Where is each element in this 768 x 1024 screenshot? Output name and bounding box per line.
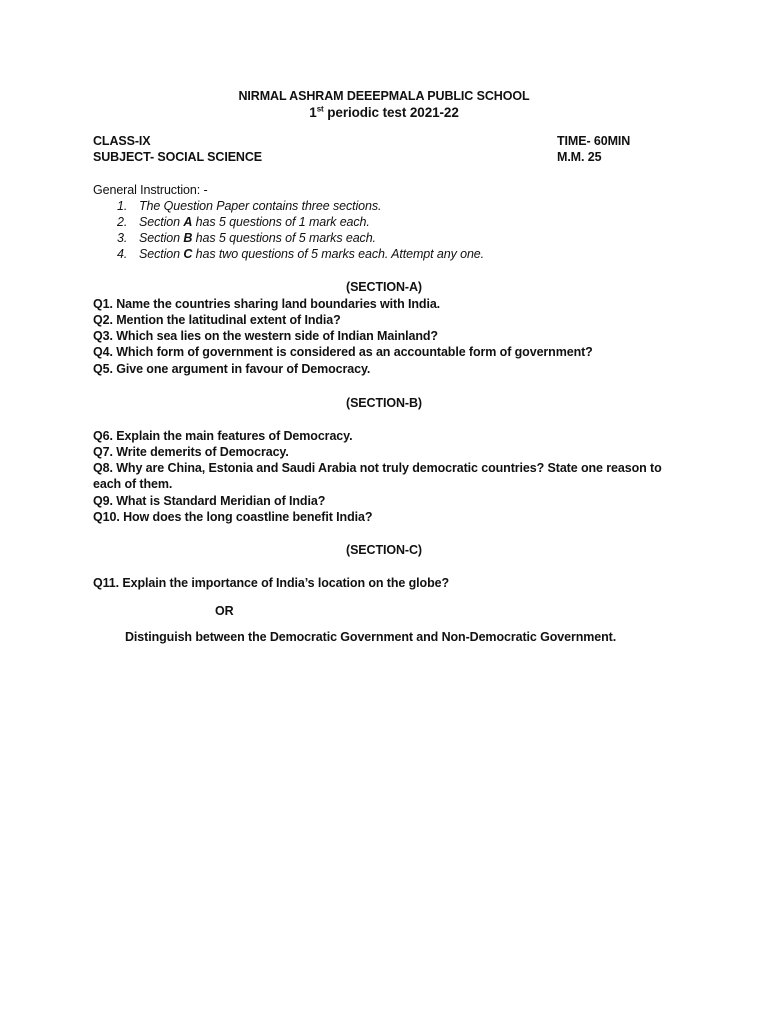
instructions-title: General Instruction: - (93, 183, 208, 197)
question-11-alternative: Distinguish between the Democratic Government and Non-Democratic Government. (125, 630, 617, 644)
test-title (0, 105, 768, 121)
test-title-sup: st (316, 104, 324, 114)
question-1: Q1. Name the countries sharing land boundaries with India. (93, 297, 441, 311)
subject-label: SUBJECT- SOCIAL SCIENCE (93, 150, 263, 164)
test-title-prefix: 1 (309, 105, 317, 120)
instruction-item: 2. Section A has 5 questions of 1 mark each. (117, 215, 370, 229)
marks-label: M.M. 25 (557, 150, 602, 164)
question-9: Q9. What is Standard Meridian of India? (93, 494, 326, 508)
or-separator: OR (215, 604, 234, 618)
instruction-item: 1. The Question Paper contains three sections. (117, 199, 382, 213)
section-a-heading: (SECTION-A) (346, 280, 422, 294)
instruction-item: 3. Section B has 5 questions of 5 marks each. (117, 231, 376, 245)
class-label: CLASS-IX (93, 134, 151, 148)
question-2: Q2. Mention the latitudinal extent of India? (93, 313, 341, 327)
school-name: NIRMAL ASHRAM DEEEPMALA PUBLIC SCHOOL (238, 89, 530, 103)
question-6: Q6. Explain the main features of Democracy. (93, 429, 353, 443)
question-8: Q8. Why are China, Estonia and Saudi Arabia not truly democratic countries? State one reason to each of them. (93, 461, 662, 491)
question-3: Q3. Which sea lies on the western side of Indian Mainland? (93, 329, 438, 343)
test-title-suffix: periodic test 2021-22 (323, 105, 459, 120)
instruction-item: 4. Section C has two questions of 5 marks each. Attempt any one. (117, 247, 485, 261)
question-11: Q11. Explain the importance of India’s location on the globe? (93, 576, 449, 590)
time-label: TIME- 60MIN (557, 134, 631, 148)
question-5: Q5. Give one argument in favour of Democracy. (93, 362, 371, 376)
question-10: Q10. How does the long coastline benefit India? (93, 510, 373, 524)
section-b-heading: (SECTION-B) (346, 396, 422, 410)
question-7: Q7. Write demerits of Democracy. (93, 445, 289, 459)
question-4: Q4. Which form of government is considered as an accountable form of government? (93, 345, 593, 359)
section-c-heading: (SECTION-C) (346, 543, 422, 557)
